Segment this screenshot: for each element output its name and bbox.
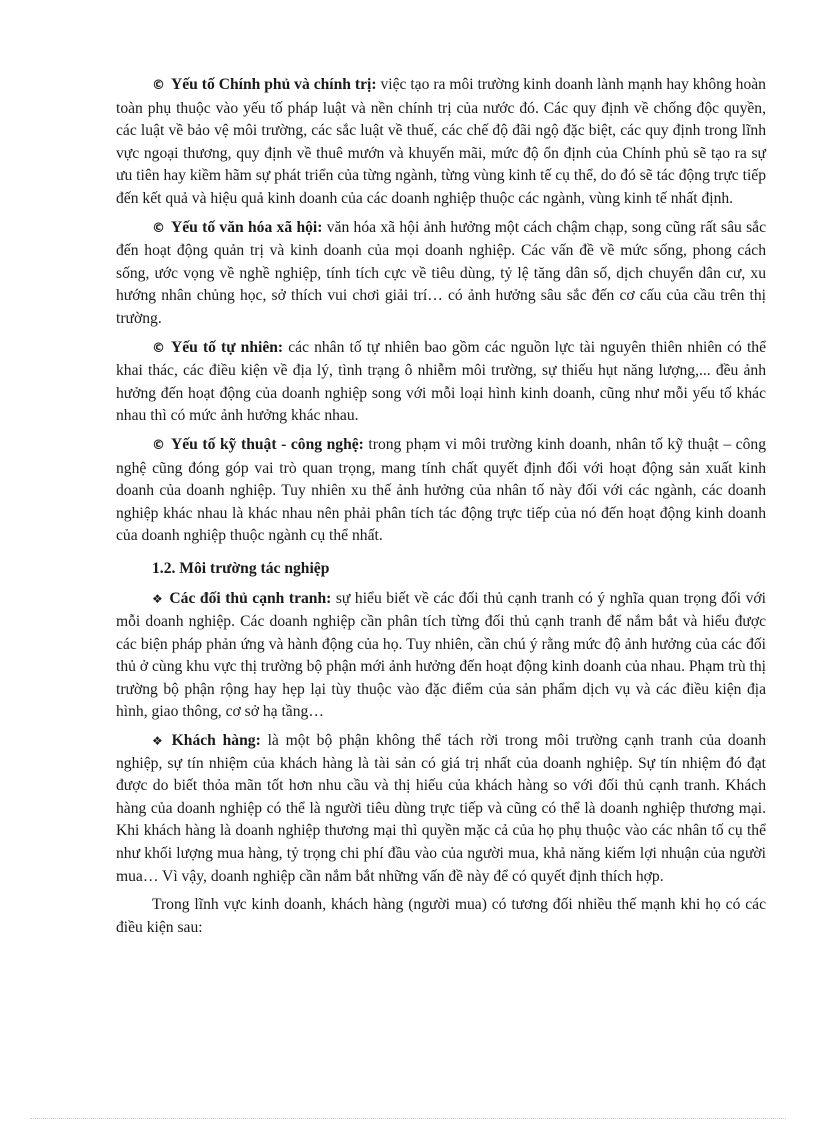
- bullet-title: Các đối thủ cạnh tranh:: [169, 590, 332, 608]
- closing-paragraph: Trong lĩnh vực kinh doanh, khách hàng (người mua) có tương đối nhiều thế mạnh khi họ có các điều kiện sau:: [116, 896, 766, 936]
- bullet-paragraph-competitors: [116, 588, 766, 724]
- diamond-bullet-icon: ❖: [152, 734, 166, 749]
- factor-paragraph-nature: [116, 337, 766, 428]
- factor-body: trong phạm vi môi trường kinh doanh, nhân tố kỹ thuật – công nghệ cũng đóng góp vai trò quan trọng, mang tính chất quyết định đối với hoạt động sản xuất kinh doanh của doanh nghiệp. Tuy nhiên xu thế ảnh hưởng của nhân tố này đối với các ngành, các doanh nghiệp khác nhau là khác nhau nên phải phân tích tác động trực tiếp của nó đến hoạt động kinh doanh của doanh nghiệp thuộc ngành cụ thể nhất.: [116, 435, 766, 545]
- bullet-title: Khách hàng:: [171, 732, 261, 750]
- factor-title: Yếu tố văn hóa xã hội:: [171, 218, 323, 236]
- diamond-bullet-icon: ❖: [152, 592, 164, 607]
- copyright-bullet-icon: ©: [152, 340, 165, 356]
- factor-paragraph-culture: [116, 217, 766, 331]
- section-heading: 1.2. Môi trường tác nghiệp: [152, 559, 330, 577]
- factor-body: việc tạo ra môi trường kinh doanh lành mạnh hay không hoàn toàn phụ thuộc vào yếu tố pháp luật và nền chính trị của nước đó. Các quy định về chống độc quyền, các luật về bảo vệ môi trường, các sắc luật về thuế, các chế độ đãi ngộ đặc biệt, các quy định trong lĩnh vực ngoại thương, quy định về thuê mướn và khuyến mãi, mức độ ổn định của Chính phủ sẽ tạo ra sự ưu tiên hay kiềm hãm sự phát triển của từng ngành, từng vùng kinh tế cụ thể, do đó sẽ tác động trực tiếp đến kết quả và hiệu quả kinh doanh của các doanh nghiệp thuộc các ngành, vùng kinh tế nhất định.: [116, 76, 766, 207]
- factor-title: Yếu tố kỹ thuật - công nghệ:: [171, 435, 364, 453]
- bullet-body: là một bộ phận không thể tách rời trong môi trường cạnh tranh của doanh nghiệp, sự tín nhiệm của khách hàng là tài sản có giá trị nhất của doanh nghiệp. Sự tín nhiệm đó đạt được do biết thỏa mãn tốt hơn nhu cầu và thị hiếu của khách hàng so với đối thủ cạnh tranh. Khách hàng của doanh nghiệp có thể là người tiêu dùng trực tiếp và cũng có thể là doanh nghiệp thương mại. Khi khách hàng là doanh nghiệp thương mại thì quyền mặc cả của họ phụ thuộc vào các nhân tố cụ thể như khối lượng mua hàng, tỷ trọng chi phí đầu vào của người mua, khả năng kiếm lợi nhuận của người mua… Vì vậy, doanh nghiệp cần nắm bắt những vấn đề này để có quyết định thích hợp.: [116, 732, 767, 885]
- bullet-paragraph-customers: [116, 730, 766, 888]
- bullet-body: sự hiểu biết về các đối thủ cạnh tranh có ý nghĩa quan trọng đối với mỗi doanh nghiệp. Các doanh nghiệp cần phân tích từng đối thủ cạnh tranh để nắm bắt và hiểu được các biện pháp phản ứng và hành động của họ. Tuy nhiên, cần chú ý rằng mức độ ảnh hưởng của các đối thủ ở cùng khu vực thị trường bộ phận mới ảnh hưởng đến hoạt động kinh doanh của nhau. Phạm trù thị trường bộ phận rộng hay hẹp lại tùy thuộc vào đặc điểm của sản phẩm dịch vụ và các điều kiện địa hình, giao thông, cơ sở hạ tầng…: [116, 590, 766, 721]
- factor-title: Yếu tố Chính phủ và chính trị:: [171, 76, 377, 93]
- factor-body: các nhân tố tự nhiên bao gồm các nguồn lực tài nguyên thiên nhiên có thể khai thác, các điều kiện về địa lý, tình trạng ô nhiễm môi trường, sự thiếu hụt năng lượng,... đều ảnh hưởng đến hoạt động của doanh nghiệp song với mỗi loại hình kinh doanh, cũng như mỗi yếu tố khác nhau thì có mức ảnh hưởng khác nhau.: [116, 338, 766, 425]
- factor-paragraph-government: [116, 74, 766, 211]
- page-bottom-divider: [30, 1118, 786, 1119]
- document-page: [116, 74, 766, 943]
- copyright-bullet-icon: ©: [152, 437, 165, 453]
- copyright-bullet-icon: ©: [152, 220, 165, 236]
- factor-title: Yếu tố tự nhiên:: [171, 338, 284, 356]
- copyright-bullet-icon: ©: [152, 78, 165, 93]
- factor-paragraph-technology: [116, 434, 766, 548]
- factor-body: văn hóa xã hội ảnh hưởng một cách chậm chạp, song cũng rất sâu sắc đến hoạt động quản trị và kinh doanh của mọi doanh nghiệp. Các vấn đề về mức sống, phong cách sống, ước vọng về nghề nghiệp, tính tích cực về tiêu dùng, tỷ lệ tăng dân số, dịch chuyển dân cư, xu hướng nhân chủng học, sở thích vui chơi giải trí… có ảnh hưởng sâu sắc đến cơ cấu của cầu trên thị trường.: [116, 218, 766, 327]
